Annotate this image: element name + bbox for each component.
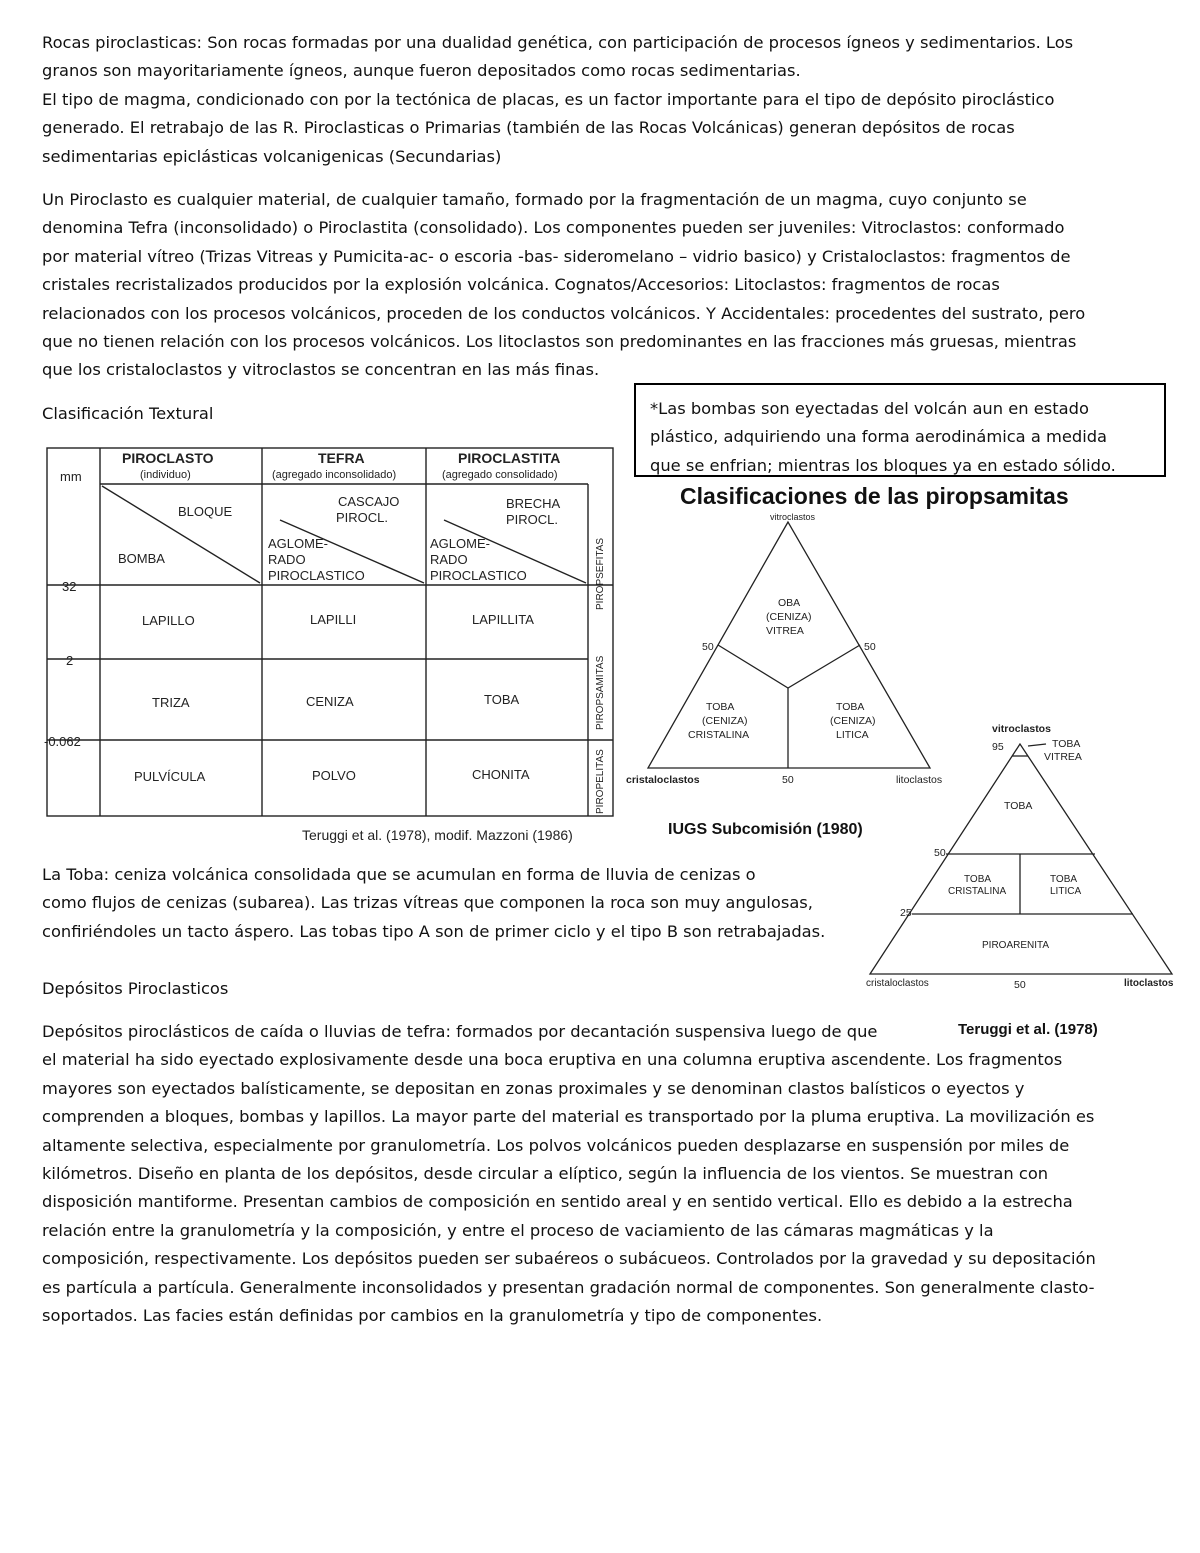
section-heading-depositos: Depósitos Piroclasticos xyxy=(42,979,229,998)
zone-text: OBA xyxy=(778,597,801,609)
scale-label: -0.062 xyxy=(44,734,81,749)
zone-text: (CENIZA) xyxy=(702,715,748,727)
text-line: sedimentarias epiclásticas volcanigenicas (Secundarias) xyxy=(42,146,502,166)
text-line: composición, respectivamente. Los depósitos pueden ser subaéreos o subácueos. Controlados por la gravedad y su depositación xyxy=(42,1249,1096,1269)
text-line: altamente selectiva, especialmente por granulometría. Los polvos volcánicos pueden desplazarse en suspensión por miles de xyxy=(42,1135,1070,1155)
zone-text: TOBA xyxy=(706,701,735,713)
col-subtitle: (individuo) xyxy=(140,469,191,481)
zone-text: TOBA xyxy=(1004,800,1033,812)
text-line: es partícula a partícula. Generalmente inconsolidados y presentan gradación normal de componentes. Son generalmente clasto- xyxy=(42,1277,1095,1297)
side-label: PIROPELITAS xyxy=(595,749,606,814)
cell-text: PIROCLASTICO xyxy=(430,568,527,583)
cell-text: AGLOME- xyxy=(430,536,490,551)
zone-text: (CENIZA) xyxy=(766,611,812,623)
textural-classification-figure xyxy=(40,440,620,850)
cell-lapillita: LAPILLITA xyxy=(472,612,534,627)
toba-paragraph xyxy=(42,861,902,946)
figure-title: Clasificaciones de las piropsamitas xyxy=(680,483,1069,509)
corner-label: litoclastos xyxy=(896,774,943,786)
cell-bomba: BOMBA xyxy=(118,551,165,566)
text-line: como flujos de cenizas (subarea). Las trizas vítreas que componen la roca son muy angulosas, xyxy=(42,893,813,913)
text-line: *Las bombas son eyectadas del volcán aun en estado xyxy=(650,399,1089,418)
apex-label: vitroclastos xyxy=(770,512,816,522)
zone-text: LITICA xyxy=(836,729,869,741)
col-title: TEFRA xyxy=(318,450,365,466)
col-title: PIROCLASTITA xyxy=(458,450,561,466)
figure-credit: Teruggi et al. (1978) xyxy=(958,1021,1098,1038)
text-line: disposición mantiforme. Presentan cambios de composición en sentido areal y en sentido vertical. Ello es debido a la estrecha xyxy=(42,1192,1073,1212)
zone-text: (CENIZA) xyxy=(830,715,876,727)
tick-label: 50 xyxy=(1014,979,1026,991)
scale-label: 2 xyxy=(66,653,74,668)
tick-label: 50 xyxy=(934,847,946,859)
side-label: PIROPSAMITAS xyxy=(595,655,606,730)
figure-credit: Teruggi et al. (1978), modif. Mazzoni (1986) xyxy=(302,827,573,843)
cell-text: BRECHA xyxy=(506,496,561,511)
col-title: PIROCLASTO xyxy=(122,450,214,466)
zone-text: VITREA xyxy=(1044,751,1082,763)
text-line: Depósitos piroclásticos de caída o lluvias de tefra: formados por decantación suspensiva luego de que xyxy=(42,1022,878,1041)
zone-text: CRISTALINA xyxy=(948,886,1007,897)
cell-pulvicula: PULVÍCULA xyxy=(134,769,206,784)
text-line: Rocas piroclasticas: Son rocas formadas por una dualidad genética, con participación de procesos ígneos y sedimentarios. Los xyxy=(42,33,1074,52)
cell-ceniza: CENIZA xyxy=(306,694,354,709)
apex-label: vitroclastos xyxy=(992,723,1051,735)
zone-text: PIROARENITA xyxy=(982,940,1050,951)
col-subtitle: (agregado consolidado) xyxy=(442,469,558,481)
section-heading-textural: Clasificación Textural xyxy=(42,404,214,423)
tick-label: 50 xyxy=(864,641,876,653)
text-line: confiriéndoles un tacto áspero. Las tobas tipo A son de primer ciclo y el tipo B son retrabajadas. xyxy=(42,921,826,941)
leader-line xyxy=(1028,744,1046,746)
zone-text: VITREA xyxy=(766,625,804,637)
text-line: relacionados con los procesos volcánicos, proceden de los conductos volcánicos. Y Accidentales: procedentes del sustrato, pero xyxy=(42,303,1086,323)
corner-label: litoclastos xyxy=(1124,978,1174,989)
cell-bloque: BLOQUE xyxy=(178,504,233,519)
cell-text: AGLOME- xyxy=(268,536,328,551)
cell-text: CASCAJO xyxy=(338,494,400,509)
text-line: mayores son eyectados balísticamente, se depositan en zonas proximales y se denominan clastos balísticos o eyectos y xyxy=(42,1078,1025,1098)
text-line: generado. El retrabajo de las R. Piroclasticas o Primarias (también de las Rocas Volcánicas) generan depósitos de rocas xyxy=(42,118,1015,138)
depositos-paragraph xyxy=(42,1018,1164,1330)
piroclasto-paragraph xyxy=(42,186,1164,385)
cell-text: RADO xyxy=(268,552,306,567)
inner-boundary xyxy=(718,645,860,688)
diagonal-line xyxy=(102,486,260,583)
zone-text: CRISTALINA xyxy=(688,729,750,741)
zone-text: LITICA xyxy=(1050,886,1082,897)
text-line: comprenden a bloques, bombas y lapillos. La mayor parte del material es transportado por la pluma eruptiva. La movilización es xyxy=(42,1107,1095,1127)
cell-lapilli: LAPILLI xyxy=(310,612,357,627)
tick-label: 25 xyxy=(900,907,912,919)
cell-triza: TRIZA xyxy=(152,695,190,710)
text-line: que no tienen relación con los procesos volcánicos. Los litoclastos son predominantes en las fracciones más gruesas, mientras xyxy=(42,332,1077,352)
cell-toba: TOBA xyxy=(484,692,520,707)
figure-credit: IUGS Subcomisión (1980) xyxy=(668,821,863,838)
text-line: por material vítreo (Trizas Vitreas y Pumicita-ac- o escoria -bas- sideromelano – vidrio basico) y Cristaloclastos: fragmentos de xyxy=(42,246,1071,266)
corner-label: cristaloclastos xyxy=(626,774,700,786)
cell-text: PIROCL. xyxy=(506,512,559,527)
text-line: soportados. Las facies están definidas por cambios en la granulometría y tipo de componentes. xyxy=(42,1306,823,1326)
text-line: kilómetros. Diseño en planta de los depósitos, desde circular a elíptico, según la influencia de los vientos. Se muestran con xyxy=(42,1164,1049,1184)
corner-label: cristaloclastos xyxy=(866,978,929,989)
text-line: que los cristaloclastos y vitroclastos se concentran en las más finas. xyxy=(42,360,600,380)
cell-polvo: POLVO xyxy=(312,768,356,783)
text-line: granos son mayoritariamente ígneos, aunque fueron depositados como rocas sedimentarias. xyxy=(42,61,801,81)
zone-text: TOBA xyxy=(1050,874,1078,885)
tick-label: 95 xyxy=(992,741,1004,753)
text-line: cristales recristalizados producidos por la explosión volcánica. Cognatos/Accesorios: Litoclastos: fragmentos de rocas xyxy=(42,275,1000,295)
text-line: plástico, adquiriendo una forma aerodinámica a medida xyxy=(650,427,1108,447)
cell-text: PIROCL. xyxy=(336,510,389,525)
text-line: el material ha sido eyectado explosivamente desde una boca eruptiva en una columna eruptiva ascendente. Los fragmentos xyxy=(42,1050,1063,1070)
note-box xyxy=(634,383,1166,477)
text-line: denomina Tefra (inconsolidado) o Piroclastita (consolidado). Los componentes pueden ser juveniles: Vitroclastos: conformado xyxy=(42,218,1065,238)
cell-lapillo: LAPILLO xyxy=(142,613,195,628)
cell-text: RADO xyxy=(430,552,468,567)
cell-text: PIROCLASTICO xyxy=(268,568,365,583)
zone-text: TOBA xyxy=(836,701,865,713)
zone-text: TOBA xyxy=(1052,738,1081,750)
scale-label: 32 xyxy=(62,579,77,594)
tick-label: 50 xyxy=(702,641,714,653)
text-line: El tipo de magma, condicionado con por la tectónica de placas, es un factor importante para el tipo de depósito piroclástico xyxy=(42,89,1055,109)
text-line: que se enfrian; mientras los bloques ya en estado sólido. xyxy=(650,455,1116,475)
side-label: PIROPSEFITAS xyxy=(595,537,606,610)
intro-paragraph xyxy=(42,29,1164,171)
zone-text: TOBA xyxy=(964,874,992,885)
tick-label: 50 xyxy=(782,774,794,786)
col-subtitle: (agregado inconsolidado) xyxy=(272,469,397,481)
piropsamitas-triangle-teruggi xyxy=(860,716,1190,1046)
text-line: Un Piroclasto es cualquier material, de cualquier tamaño, formado por la fragmentación de un magma, cuyo conjunto se xyxy=(42,190,1027,209)
cell-chonita: CHONITA xyxy=(472,767,530,782)
text-line: La Toba: ceniza volcánica consolidada que se acumulan en forma de lluvia de cenizas o xyxy=(42,865,756,884)
text-line: relación entre la granulometría y la composición, y entre el proceso de vaciamiento de las cámaras magmáticas y la xyxy=(42,1220,994,1240)
mm-label: mm xyxy=(60,469,82,484)
